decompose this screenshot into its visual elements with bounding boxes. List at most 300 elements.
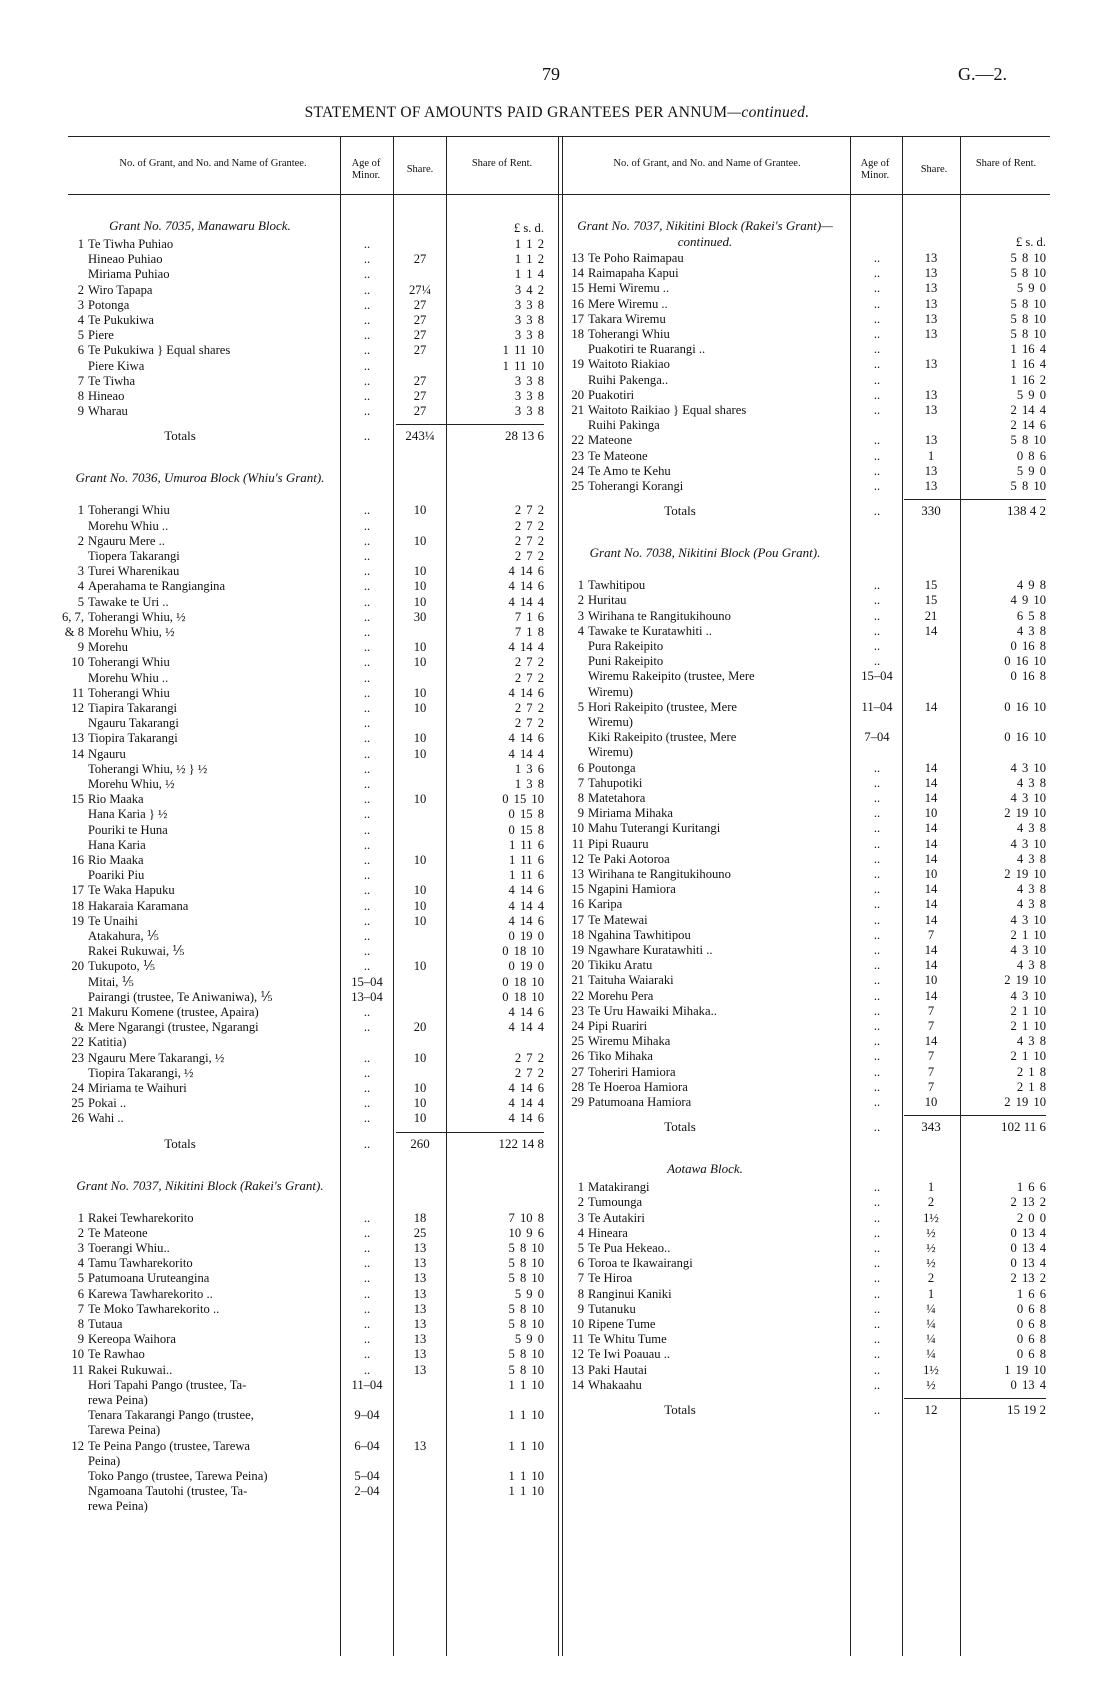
grantee-row xyxy=(560,432,1046,448)
grantee-name: Ngamoana Tautohi (trustee, Ta- xyxy=(88,1484,248,1499)
grantee-name: Makuru Komene (trustee, Apaira) xyxy=(88,1005,259,1019)
rent-value: 0 13 4 xyxy=(1010,1225,1046,1240)
grantee-name: Toroa te Ikawairangi xyxy=(588,1256,693,1271)
minor-age: .. xyxy=(873,463,881,478)
grantee-name: Poutonga xyxy=(588,760,636,775)
grantee-name: Toherangi Korangi xyxy=(588,479,684,493)
grantee-row xyxy=(60,297,544,313)
share-value: 10 xyxy=(413,1050,427,1065)
minor-age: .. xyxy=(873,1301,881,1316)
rent-value: 2 7 2 xyxy=(514,518,544,533)
minor-age: .. xyxy=(363,313,371,327)
grantee-row xyxy=(60,358,544,374)
share-value: 27 xyxy=(413,297,427,312)
grantee-row xyxy=(560,1225,1046,1241)
minor-age: .. xyxy=(873,927,881,942)
grantee-row xyxy=(560,668,1046,684)
rent-value: 1 11 10 xyxy=(502,358,544,373)
rent-value: 2 7 2 xyxy=(514,1050,544,1065)
minor-age: .. xyxy=(873,1362,881,1377)
rent-value: 0 15 8 xyxy=(508,807,544,822)
grantee-number: 19 xyxy=(571,357,584,372)
grantee-row xyxy=(560,463,1046,479)
rent-value: 5 8 10 xyxy=(508,1317,544,1331)
grantee-number: 8 xyxy=(77,389,84,403)
share-value: 13 xyxy=(924,327,938,341)
grantee-row xyxy=(560,265,1046,281)
minor-age: .. xyxy=(873,791,881,805)
share-value: 14 xyxy=(924,836,938,851)
grantee-number: 14 xyxy=(571,1377,584,1392)
grantee-row xyxy=(60,1498,544,1514)
grantee-row xyxy=(60,913,544,929)
rent-value: 0 15 10 xyxy=(502,792,544,807)
grantee-name: Rio Maaka xyxy=(88,792,144,807)
grantee-number: 5 xyxy=(77,594,84,609)
grantee-row xyxy=(60,609,544,625)
grantee-name: Te Matewai xyxy=(588,912,648,927)
minor-age: .. xyxy=(363,237,371,251)
grantee-name: Tutaua xyxy=(88,1317,123,1331)
grantee-number: 2 xyxy=(577,1195,584,1210)
grantee-number: 29 xyxy=(571,1095,584,1109)
rent-value: 1 1 10 xyxy=(508,1469,544,1483)
share-value: 7 xyxy=(927,1003,935,1018)
grantee-row xyxy=(560,805,1046,821)
grantee-name: Hineara xyxy=(588,1225,628,1240)
share-value: 15 xyxy=(924,593,938,608)
totals-age: .. xyxy=(873,1402,881,1417)
minor-age: .. xyxy=(363,297,371,312)
grantee-name: Pokai .. xyxy=(88,1096,127,1111)
rent-currency-header: £ s. d. xyxy=(513,221,544,235)
minor-age: 7–04 xyxy=(864,730,890,745)
minor-age: .. xyxy=(363,822,371,837)
grantee-number: 5 xyxy=(77,328,84,343)
grantee-row xyxy=(60,700,544,716)
share-value: 10 xyxy=(413,579,427,594)
grantee-name: Miriama Mihaka xyxy=(588,806,673,821)
grantee-row xyxy=(560,972,1046,988)
rent-value: 10 9 6 xyxy=(508,1225,544,1240)
grantee-row xyxy=(560,1331,1046,1347)
minor-age: .. xyxy=(363,716,371,731)
minor-age: .. xyxy=(363,1301,371,1316)
share-value: 14 xyxy=(924,988,938,1003)
totals-rule xyxy=(396,1132,544,1133)
share-value: 13 xyxy=(413,1256,427,1271)
minor-age: .. xyxy=(873,988,881,1003)
grantee-row xyxy=(560,851,1046,867)
grantee-row xyxy=(60,654,544,670)
rent-value: 2 7 2 xyxy=(514,549,544,563)
grantee-number: 3 xyxy=(77,1241,84,1255)
grantee-name: Pipi Ruariri xyxy=(588,1019,648,1033)
grantee-number: 10 xyxy=(71,655,84,670)
grantee-name: Te Rawhao xyxy=(88,1347,145,1362)
rent-value: 2 19 10 xyxy=(1004,1095,1046,1109)
grantee-row xyxy=(60,518,544,534)
share-value: 13 xyxy=(924,296,938,311)
share-value: 14 xyxy=(924,1034,938,1049)
rent-value: 2 7 2 xyxy=(514,1065,544,1080)
grantee-name: Te Iwi Poauau .. xyxy=(588,1347,671,1362)
grantee-name: Ruihi Pakinga xyxy=(588,418,660,433)
share-value: 14 xyxy=(924,623,938,638)
grantee-row xyxy=(560,760,1046,776)
grantee-number: 1 xyxy=(577,1180,584,1195)
share-value: 10 xyxy=(413,701,427,715)
page-code: G.—2. xyxy=(958,64,1007,84)
share-value: 14 xyxy=(924,958,938,973)
grantee-name: Hemi Wiremu .. xyxy=(588,281,670,296)
share-value: 13 xyxy=(924,311,938,326)
rent-value: 2 0 0 xyxy=(1016,1210,1046,1225)
grantee-name: Tarewa Peina) xyxy=(88,1423,161,1438)
grantee-name: Rio Maaka xyxy=(88,853,144,867)
grantee-row xyxy=(560,699,1046,715)
grantee-name: Morehu Whiu .. xyxy=(88,518,169,533)
grantee-row xyxy=(560,1179,1046,1195)
grantee-row xyxy=(60,1004,544,1020)
totals-rent: 28 13 6 xyxy=(505,428,544,444)
rent-value: 5 9 0 xyxy=(514,1286,544,1301)
share-value: 14 xyxy=(924,821,938,836)
grantee-row xyxy=(60,1225,544,1241)
grantee-name: Hineao xyxy=(88,389,125,403)
minor-age: .. xyxy=(363,358,371,373)
rent-value: 4 14 6 xyxy=(508,1081,544,1095)
grantee-name: Pouriki te Huna xyxy=(88,822,168,837)
grantee-row xyxy=(60,1377,544,1393)
grantee-name: Ngawhare Kuratawhiti .. xyxy=(588,943,713,957)
grantee-number: 5 xyxy=(577,699,584,714)
rent-value: 7 10 8 xyxy=(508,1210,544,1225)
rent-value: 1 16 4 xyxy=(1010,342,1046,357)
share-value: 21 xyxy=(924,608,938,623)
share-value: 10 xyxy=(413,1096,427,1111)
grantee-row xyxy=(560,387,1046,403)
rent-value: 5 8 10 xyxy=(508,1271,544,1286)
share-value: ¼ xyxy=(926,1332,936,1347)
minor-age: .. xyxy=(873,266,881,281)
minor-age: .. xyxy=(873,806,881,821)
rent-value: 2 1 8 xyxy=(1016,1079,1046,1094)
grantee-row xyxy=(60,236,544,252)
minor-age: .. xyxy=(873,1317,881,1331)
grantee-name: Piere Kiwa xyxy=(88,358,145,373)
grantee-row xyxy=(60,791,544,807)
minor-age: .. xyxy=(873,867,881,881)
grantee-name: Pairangi (trustee, Te Aniwaniwa), ⅕ xyxy=(88,989,273,1004)
grantee-number: 7 xyxy=(577,775,584,790)
grantee-number: 6 xyxy=(577,760,584,775)
grantee-row xyxy=(560,957,1046,973)
grantee-row xyxy=(560,1255,1046,1271)
grantee-number: 9 xyxy=(577,1301,584,1316)
rent-value: 4 14 6 xyxy=(508,731,544,746)
grantee-name: Tahupotiki xyxy=(588,775,643,790)
grantee-row xyxy=(60,578,544,594)
title-main: STATEMENT OF AMOUNTS PAID GRANTEES PER ANNUM xyxy=(304,104,728,121)
grantee-number: 23 xyxy=(571,1003,584,1018)
minor-age: .. xyxy=(363,929,371,943)
grantee-number: 3 xyxy=(77,297,84,312)
minor-age: .. xyxy=(363,1065,371,1080)
minor-age: .. xyxy=(873,760,881,775)
share-value: 10 xyxy=(413,853,427,867)
rent-value: 4 14 6 xyxy=(508,1005,544,1019)
col-header-grantee-left: No. of Grant, and No. and Name of Grantee. xyxy=(119,158,307,169)
share-value: 14 xyxy=(924,943,938,957)
minor-age: .. xyxy=(873,296,881,311)
grantee-number: 6 xyxy=(77,343,84,358)
grantee-number: 13 xyxy=(571,867,584,881)
rent-value: 3 3 8 xyxy=(514,297,544,312)
share-value: 27¼ xyxy=(408,282,432,297)
rent-value: 1 6 6 xyxy=(1016,1180,1046,1195)
rent-value: 0 6 8 xyxy=(1016,1332,1046,1347)
share-value: 10 xyxy=(413,746,427,761)
grantee-name: Poariki Piu xyxy=(88,868,145,883)
minor-age: .. xyxy=(873,1195,881,1210)
grantee-name: Waitoto Raikiao } Equal shares xyxy=(588,403,747,417)
minor-age: .. xyxy=(363,389,371,403)
grantee-number: 24 xyxy=(571,463,584,478)
share-value: ½ xyxy=(926,1377,936,1392)
grantee-row xyxy=(560,1064,1046,1080)
share-value: ¼ xyxy=(926,1317,936,1331)
grantee-row xyxy=(560,417,1046,433)
share-value: 7 xyxy=(927,1049,935,1064)
rent-value: 5 8 10 xyxy=(1010,311,1046,326)
minor-age: .. xyxy=(873,1332,881,1347)
grantee-name: Te Amo te Kehu xyxy=(588,463,671,478)
grantee-row xyxy=(60,1034,544,1050)
grantee-name: Patumoana Uruteangina xyxy=(88,1271,210,1286)
rent-value: 1 16 4 xyxy=(1010,357,1046,372)
grant-section-heading: Grant No. 7036, Umuroa Block (Whiu's Grant). xyxy=(75,470,325,486)
share-value: 1½ xyxy=(923,1210,939,1225)
minor-age: .. xyxy=(873,342,881,357)
minor-age: .. xyxy=(363,746,371,761)
title-suffix: —continued. xyxy=(727,104,810,121)
minor-age: .. xyxy=(873,608,881,623)
grantee-name: Tamu Tawharekorito xyxy=(88,1256,193,1271)
rent-value: 4 3 10 xyxy=(1010,912,1046,927)
share-value: 13 xyxy=(924,463,938,478)
minor-age: .. xyxy=(363,1020,371,1035)
minor-age: 9–04 xyxy=(354,1408,380,1423)
grantee-number: 3 xyxy=(577,1210,584,1225)
grantee-name: Tukupoto, ⅕ xyxy=(88,959,156,974)
grantee-row xyxy=(60,1483,544,1499)
grantee-row xyxy=(60,312,544,328)
grantee-name: rewa Peina) xyxy=(88,1393,148,1407)
grantee-number: 2 xyxy=(77,1225,84,1240)
grantee-name: Te Tiwha Puhiao xyxy=(88,237,174,251)
grantee-number: 12 xyxy=(71,1438,84,1453)
share-value: 10 xyxy=(924,1095,938,1109)
grantee-row xyxy=(60,1065,544,1081)
grantee-row xyxy=(560,638,1046,654)
rent-value: 5 8 10 xyxy=(1010,327,1046,341)
grantee-name: Tiopera Takarangi xyxy=(88,549,180,563)
totals-age: .. xyxy=(873,503,881,519)
minor-age: .. xyxy=(363,533,371,548)
grantee-number: 7 xyxy=(77,1301,84,1316)
share-value: 10 xyxy=(413,898,427,913)
rent-value: 5 8 10 xyxy=(508,1362,544,1377)
col-header-rent-left: Share of Rent. xyxy=(471,158,533,169)
grantee-name: Morehu Whiu, ½ xyxy=(88,777,175,791)
grantee-row xyxy=(60,282,544,298)
grantee-name: Wirihana te Rangitukihouno xyxy=(588,608,731,623)
grantee-name: Huritau xyxy=(588,593,627,608)
grantee-row xyxy=(60,898,544,914)
grantee-name: Toherangi Whiu, ½ } ½ xyxy=(88,761,208,776)
minor-age: .. xyxy=(363,328,371,343)
grantee-name: Morehu xyxy=(88,640,128,655)
minor-age: .. xyxy=(363,267,371,282)
grantee-number: 18 xyxy=(571,327,584,341)
rent-value: 4 3 8 xyxy=(1016,958,1046,973)
rent-value: 5 8 10 xyxy=(508,1301,544,1316)
grantee-number: 7 xyxy=(577,1271,584,1286)
share-value: 13 xyxy=(924,433,938,448)
rent-value: 0 16 10 xyxy=(1004,730,1046,745)
grantee-name: Ruihi Pakenga.. xyxy=(588,372,669,387)
grantee-name: Wiro Tapapa xyxy=(88,282,153,297)
grantee-row xyxy=(560,1286,1046,1302)
grantee-row xyxy=(60,806,544,822)
rent-value: 4 14 4 xyxy=(508,640,544,655)
grantee-name: Aperahama te Rangiangina xyxy=(88,579,226,594)
rent-value: 5 8 10 xyxy=(1010,251,1046,265)
grantee-name: Ngauru Mere .. xyxy=(88,533,165,548)
grantee-name: Toherangi Whiu xyxy=(88,685,170,700)
grantee-number: 22 xyxy=(571,433,584,448)
grantee-row xyxy=(60,1301,544,1317)
grantee-number: 13 xyxy=(571,251,584,265)
grantee-row xyxy=(60,639,544,655)
rent-value: 4 14 6 xyxy=(508,564,544,579)
grantee-name: Wiremu Rakeipito (trustee, Mere xyxy=(588,669,755,684)
grantee-name: Whakaahu xyxy=(588,1377,642,1392)
share-value: 13 xyxy=(413,1301,427,1316)
grantee-row xyxy=(60,730,544,746)
rent-value: 5 8 10 xyxy=(508,1347,544,1362)
share-value: 10 xyxy=(924,973,938,988)
minor-age: .. xyxy=(363,1050,371,1065)
rent-value: 5 9 0 xyxy=(514,1332,544,1347)
grantee-name: Mahu Tuterangi Kuritangi xyxy=(588,821,721,836)
minor-age: .. xyxy=(363,518,371,533)
grantee-number: 17 xyxy=(71,883,84,898)
grant-section-heading: Aotawa Block. xyxy=(667,1161,743,1177)
rent-value: 2 1 10 xyxy=(1010,1003,1046,1018)
grantee-name: Tenara Takarangi Pango (trustee, xyxy=(88,1408,254,1423)
rent-value: 4 14 4 xyxy=(508,1096,544,1111)
grantee-name: Mere Ngarangi (trustee, Ngarangi xyxy=(88,1020,259,1035)
grantee-number: 11 xyxy=(571,1332,584,1347)
minor-age: .. xyxy=(363,503,371,518)
rent-value: 1 3 8 xyxy=(514,777,544,791)
grantee-name: Tiopira Takarangi xyxy=(88,731,178,746)
rent-value: 0 16 8 xyxy=(1010,669,1046,684)
minor-age: .. xyxy=(363,549,371,563)
share-value: 13 xyxy=(924,479,938,493)
grantee-row xyxy=(560,478,1046,494)
grantee-row xyxy=(60,594,544,610)
grantee-name: Te Peina Pango (trustee, Tarewa xyxy=(88,1438,251,1453)
minor-age: .. xyxy=(363,252,371,267)
rent-value: 4 3 10 xyxy=(1010,760,1046,775)
minor-age: .. xyxy=(873,943,881,957)
grantee-name: Wiremu) xyxy=(588,715,633,729)
grantee-number: 15 xyxy=(571,281,584,296)
totals-label: Totals xyxy=(664,1119,696,1135)
grantee-number: 1 xyxy=(77,503,84,518)
grantee-number: 8 xyxy=(577,1286,584,1301)
grantee-row xyxy=(560,790,1046,806)
grantee-row xyxy=(60,1240,544,1256)
rent-value: 1 1 10 xyxy=(508,1484,544,1499)
grantee-number: 25 xyxy=(571,1034,584,1049)
share-value: 7 xyxy=(927,1079,935,1094)
grantee-number: 25 xyxy=(571,479,584,493)
rent-value: 0 8 6 xyxy=(1016,448,1046,463)
minor-age: .. xyxy=(363,883,371,898)
grantee-number: 20 xyxy=(571,958,584,973)
minor-age: .. xyxy=(873,1079,881,1094)
rent-value: 4 3 10 xyxy=(1010,988,1046,1003)
grantee-row xyxy=(560,250,1046,266)
share-value: 13 xyxy=(924,281,938,296)
grantee-row xyxy=(60,715,544,731)
grantee-row xyxy=(560,729,1046,745)
grantee-row xyxy=(60,548,544,564)
grantee-name: Mere Wiremu .. xyxy=(588,296,668,311)
rent-value: 3 3 8 xyxy=(514,373,544,388)
grantee-name: Peina) xyxy=(88,1453,121,1468)
grantee-number: 6 xyxy=(577,1256,584,1271)
minor-age: .. xyxy=(363,959,371,974)
grantee-name: Hineao Puhiao xyxy=(88,252,163,267)
rent-value: 5 8 10 xyxy=(508,1241,544,1255)
rent-value: 4 14 6 xyxy=(508,579,544,594)
minor-age: .. xyxy=(363,792,371,807)
rent-value: 4 3 8 xyxy=(1016,623,1046,638)
grant-section-heading: Grant No. 7038, Nikitini Block (Pou Grant). xyxy=(589,545,821,561)
rent-value: 5 9 0 xyxy=(1016,387,1046,402)
grantee-number: 11 xyxy=(71,1362,84,1377)
minor-age: .. xyxy=(873,912,881,927)
minor-age: .. xyxy=(363,731,371,746)
grantee-name: Puakotiri te Ruarangi .. xyxy=(588,342,706,357)
share-value: 7 xyxy=(927,1064,935,1079)
col-header-grantee-right: No. of Grant, and No. and Name of Grantee. xyxy=(613,158,801,169)
grantee-name: Pura Rakeipito xyxy=(588,639,664,653)
grantee-row xyxy=(560,744,1046,760)
rent-value: 7 1 8 xyxy=(514,625,544,639)
minor-age: .. xyxy=(363,1241,371,1255)
share-value: 1½ xyxy=(923,1362,939,1377)
minor-age: .. xyxy=(363,1256,371,1271)
grantee-number: 4 xyxy=(577,623,584,638)
share-value: 27 xyxy=(413,343,427,358)
grantee-number: & 8 xyxy=(64,625,84,639)
